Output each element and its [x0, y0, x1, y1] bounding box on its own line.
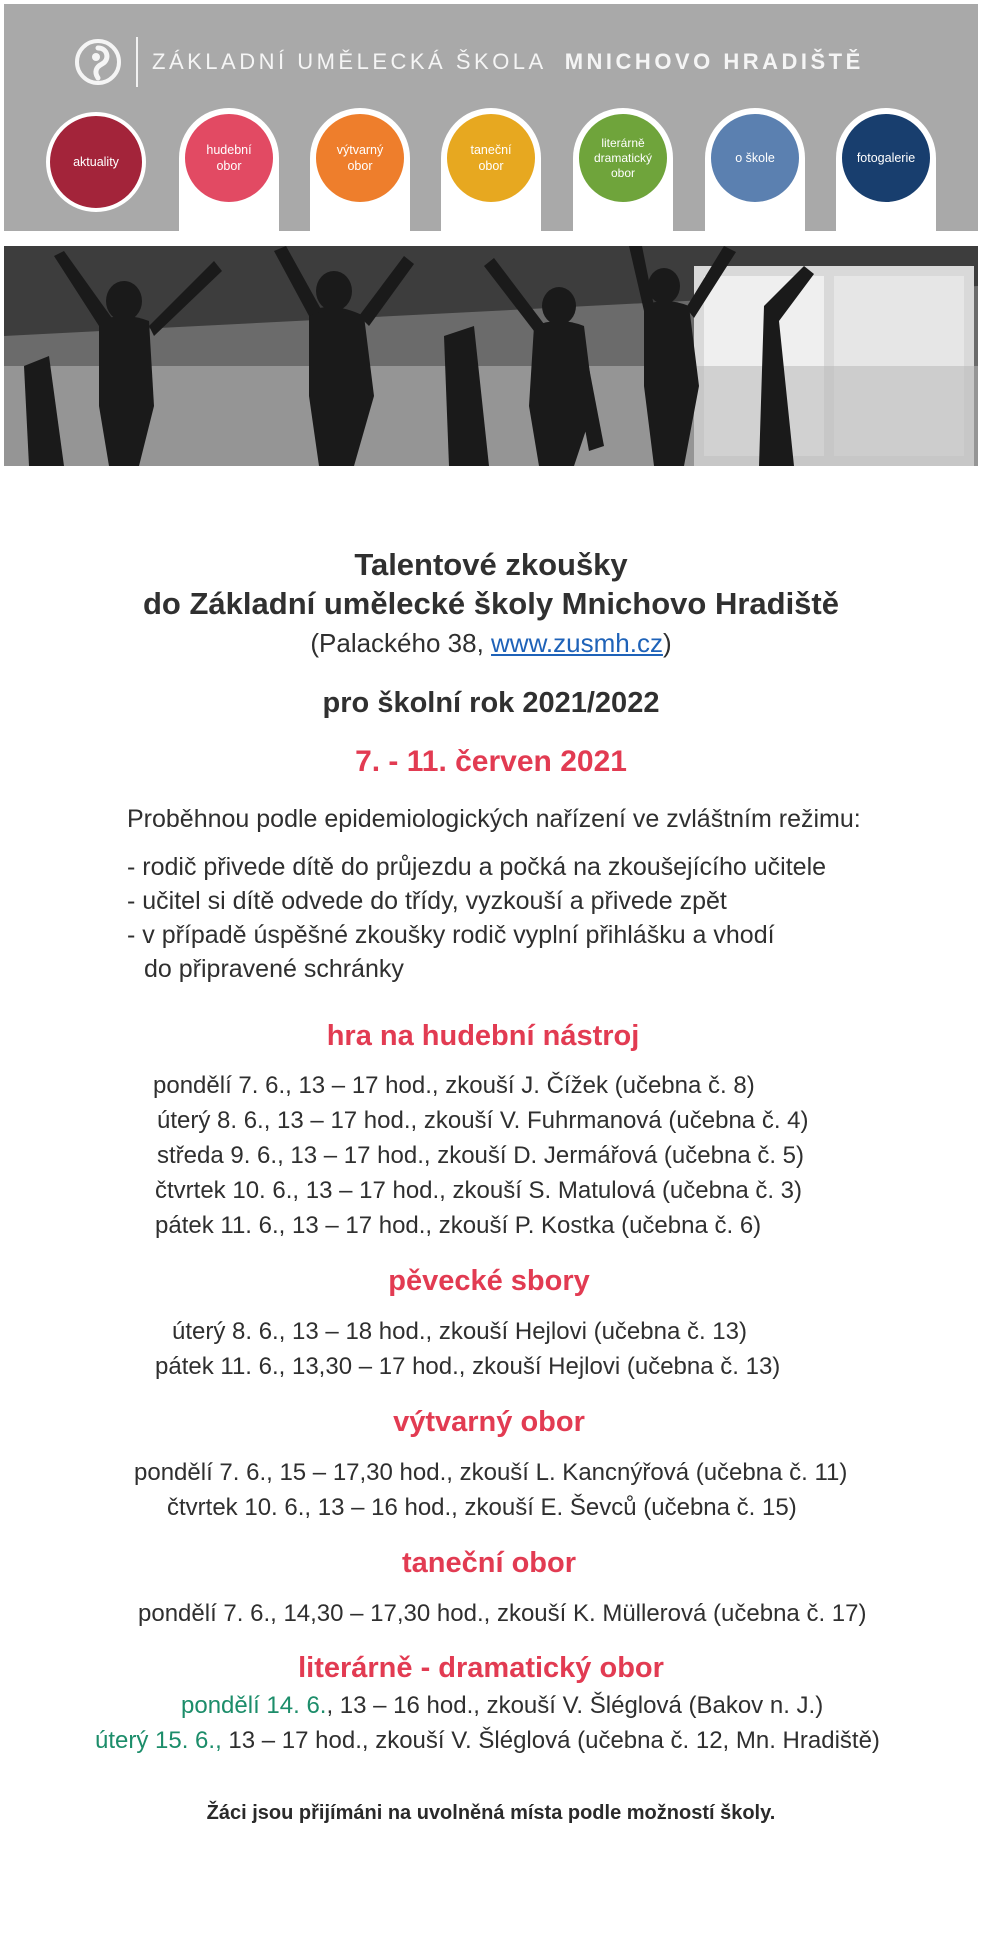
exam-dates: 7. - 11. červen 2021	[355, 745, 627, 778]
rule-3-continued: do připravené schránky	[144, 955, 404, 983]
nav-tab-literarne-dramaticky-obor[interactable]	[573, 108, 673, 234]
drama-line-2	[95, 1727, 880, 1755]
nav-item-tanecni-obor[interactable]: taneční obor	[445, 112, 537, 204]
music-line-1: pondělí 7. 6., 13 – 17 hod., zkouší J. Čížek (učebna č. 8)	[153, 1072, 755, 1099]
school-name	[152, 49, 864, 75]
rule-3: - v případě úspěšné zkoušky rodič vyplní přihlášku a vhodí	[127, 921, 775, 949]
school-year: pro školní rok 2021/2022	[322, 687, 660, 719]
intro-text: Proběhnou podle epidemiologických nařízení ve zvláštním režimu:	[127, 805, 861, 833]
logo-divider	[136, 37, 138, 87]
logo-row	[74, 34, 864, 90]
art-line-2: čtvrtek 10. 6., 13 – 16 hod., zkouší E. Ševců (učebna č. 15)	[167, 1494, 797, 1521]
section-heading-dance: taneční obor	[401, 1547, 576, 1579]
rule-1: - rodič přivede dítě do průjezdu a počká na zkoušejícího učitele	[127, 853, 827, 881]
poster-address	[0, 628, 982, 659]
music-line-3: středa 9. 6., 13 – 17 hod., zkouší D. Jermářová (učebna č. 5)	[157, 1142, 805, 1169]
dance-line-1: pondělí 7. 6., 14,30 – 17,30 hod., zkouší K. Müllerová (učebna č. 17)	[138, 1600, 867, 1627]
nav-item-vytvarny-obor[interactable]: výtvarný obor	[314, 112, 406, 204]
rule-2: - učitel si dítě odvede do třídy, vyzkouší a přivede zpět	[127, 887, 727, 915]
choir-line-2: pátek 11. 6., 13,30 – 17 hod., zkouší Hejlovi (učebna č. 13)	[155, 1353, 781, 1380]
nav-item-o-skole[interactable]: o škole	[709, 112, 801, 204]
site-header	[4, 4, 978, 231]
music-line-5: pátek 11. 6., 13 – 17 hod., zkouší P. Kostka (učebna č. 6)	[155, 1212, 762, 1239]
nav-item-hudebni-obor[interactable]: hudební obor	[183, 112, 275, 204]
nav-tab-hudebni-obor[interactable]	[179, 108, 279, 234]
address-pre: (Palackého 38,	[310, 628, 492, 658]
poster-title-line-2: do Základní umělecké školy Mnichovo Hradiště	[143, 586, 839, 621]
nav-tab-fotogalerie[interactable]	[836, 108, 936, 234]
art-line-1: pondělí 7. 6., 15 – 17,30 hod., zkouší L. Kancnýřová (učebna č. 11)	[134, 1459, 848, 1486]
nav-item-literarne-dramaticky-obor[interactable]: literárně dramatický obor	[577, 112, 669, 204]
drama-line-1	[181, 1692, 823, 1720]
school-name-light: ZÁKLADNÍ UMĚLECKÁ ŠKOLA	[152, 49, 547, 74]
drama-line-2-rest: 13 – 17 hod., zkouší V. Šléglová (učebna č. 12, Mn. Hradiště)	[221, 1727, 880, 1754]
nav-item-aktuality[interactable]: aktuality	[46, 112, 146, 212]
section-heading-music: hra na hudební nástroj	[326, 1020, 640, 1052]
dancers-photo-banner	[4, 246, 978, 466]
choir-line-1: úterý 8. 6., 13 – 18 hod., zkouší Hejlovi (učebna č. 13)	[172, 1318, 747, 1345]
nav-tab-tanecni-obor[interactable]	[441, 108, 541, 234]
website-link[interactable]: www.zusmh.cz	[491, 628, 663, 658]
school-logo-icon[interactable]	[74, 38, 122, 86]
music-line-2: úterý 8. 6., 13 – 17 hod., zkouší V. Fuhrmanová (učebna č. 4)	[157, 1107, 809, 1134]
drama-line-1-date: pondělí 14. 6.	[181, 1692, 327, 1719]
footer-note: Žáci jsou přijímáni na uvolněná místa podle možností školy.	[206, 1802, 776, 1824]
nav-tab-aktuality[interactable]	[46, 108, 146, 234]
drama-line-2-date: úterý 15. 6.,	[95, 1727, 222, 1754]
section-heading-art: výtvarný obor	[393, 1406, 585, 1438]
drama-line-1-rest: , 13 – 16 hod., zkouší V. Šléglová (Bakov n. J.)	[326, 1692, 824, 1719]
section-heading-drama: literárně - dramatický obor	[298, 1652, 664, 1684]
music-line-4: čtvrtek 10. 6., 13 – 17 hod., zkouší S. Matulová (učebna č. 3)	[155, 1177, 803, 1204]
nav-tab-o-skole[interactable]	[705, 108, 805, 234]
school-name-bold: MNICHOVO HRADIŠTĚ	[564, 49, 864, 74]
section-heading-choir: pěvecké sbory	[388, 1265, 590, 1297]
address-post: )	[662, 628, 672, 658]
dancers-photo	[4, 246, 978, 466]
poster-title-line-1: Talentové zkoušky	[354, 547, 628, 582]
nav-item-fotogalerie[interactable]: fotogalerie	[840, 112, 932, 204]
nav-tab-vytvarny-obor[interactable]	[310, 108, 410, 234]
